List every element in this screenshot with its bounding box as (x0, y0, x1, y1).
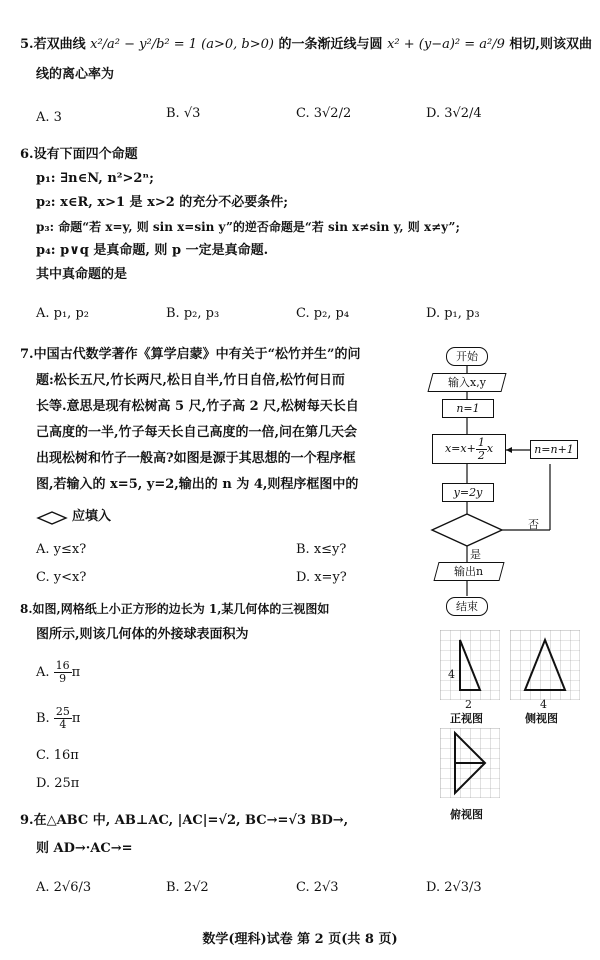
q9-option-a: A. 2√6/3 (36, 880, 92, 895)
q7-option-b: B. x≤y? (296, 542, 347, 557)
q8-line2: 图所示,则该几何体的外接球表面积为 (36, 627, 249, 642)
q8-option-b-den: 4 (59, 718, 67, 731)
flow-half-den: 2 (477, 448, 485, 462)
q5-stem (20, 36, 592, 54)
q8-option-b-num: 25 (55, 705, 70, 718)
diamond-blank-icon (36, 510, 68, 526)
q6-p3: p₃: 命题“若 x=y, 则 sin x=sin y”的逆否命题是“若 sin x≠sin y, 则 x≠y”; (36, 220, 460, 234)
q8-option-c: C. 16π (36, 748, 79, 763)
side-view-caption: 侧视图 (525, 712, 558, 725)
q5-stem-part1: 5.若双曲线 (20, 37, 86, 52)
page-footer: 数学(理科)试卷 第 2 页(共 8 页) (202, 932, 398, 947)
q7-line2: 题:松长五尺,竹长两尺,松日自半,竹日自倍,松竹何日而 (36, 373, 345, 388)
q9-line1: 9.在△ABC 中, AB⊥AC, |AC|=√2, BC→=√3 BD→, (20, 813, 349, 828)
q7-line6: 图,若输入的 x=5, y=2,输出的 n 为 4,则程序框图中的 (36, 477, 359, 492)
flow-no-label: 否 (528, 518, 539, 531)
q6-option-a: A. p₁, p₂ (36, 306, 89, 321)
q5-stem-line2: 线的离心率为 (36, 67, 115, 82)
q5-circle: x² + (y−a)² = a²/9 (387, 37, 505, 52)
front-view-label-2: 2 (465, 698, 472, 711)
q5-option-c: C. 3√2/2 (296, 106, 352, 121)
q8-line1: 8.如图,网格纸上小正方形的边长为 1,某几何体的三视图如 (20, 602, 330, 616)
q6-p4: p₄: p∨q 是真命题, 则 p 一定是真命题. (36, 243, 269, 258)
q9-option-c: C. 2√3 (296, 880, 339, 895)
q8-option-a: A. $\frac{16}{9}$ π (36, 659, 81, 685)
side-view-label-4: 4 (540, 698, 547, 711)
flow-input-label: 输入x,y (448, 376, 486, 389)
q8-option-d: D. 25π (36, 776, 80, 791)
flow-end: 结束 (446, 597, 488, 616)
q8-option-a-den: 9 (59, 672, 67, 685)
q9-option-b: B. 2√2 (166, 880, 209, 895)
front-view-caption: 正视图 (450, 712, 483, 725)
flow-update-x (432, 434, 506, 464)
flow-half-num: 1 (477, 435, 485, 449)
flow-incr: n=n+1 (530, 440, 578, 459)
q7-option-d: D. x=y? (296, 570, 347, 585)
q6-option-d: D. p₁, p₃ (426, 306, 480, 321)
decision-diamond (432, 514, 502, 546)
q6-stem: 6.设有下面四个命题 (20, 147, 138, 162)
flow-input (427, 373, 506, 392)
q5-stem-part2: 的一条渐近线与圆 (278, 37, 383, 52)
flow-output-label: 输出n (454, 565, 484, 578)
flow-half-fraction (476, 437, 487, 462)
q6-p1: p₁: ∃n∈N, n²>2ⁿ; (36, 171, 154, 186)
top-view-caption: 俯视图 (450, 808, 483, 821)
q8-option-b-frac (54, 706, 72, 731)
flow-update-x-label: x=x+ (444, 442, 476, 455)
q5-option-b: B. √3 (166, 106, 201, 121)
q7-line7: 应填入 (72, 509, 112, 524)
flow-update-y: y=2y (442, 483, 494, 502)
flow-update-x-tail: x (486, 442, 494, 455)
flow-start: 开始 (446, 347, 488, 366)
q7-option-a: A. y≤x? (36, 542, 87, 557)
q6-option-b: B. p₂, p₃ (166, 306, 220, 321)
front-view-label-4: 4 (448, 668, 455, 681)
q8-option-b: B. $\frac{25}{4}$ π (36, 705, 81, 731)
q5-option-d: D. 3√2/4 (426, 106, 482, 121)
flow-output (433, 562, 504, 581)
front-view-figure (440, 630, 500, 700)
q5-option-a: A. 3 (36, 110, 62, 125)
q8-option-a-frac (54, 660, 72, 685)
q7-option-c: C. y<x? (36, 570, 87, 585)
q6-p2: p₂: x∈R, x>1 是 x>2 的充分不必要条件; (36, 195, 289, 210)
q7-line1: 7.中国古代数学著作《算学启蒙》中有关于“松竹并生”的问 (20, 347, 361, 362)
q5-stem-part3: 相切,则该双曲 (509, 37, 592, 52)
side-view-figure (510, 630, 580, 700)
flow-init: n=1 (442, 399, 494, 418)
q8-option-a-num: 16 (55, 659, 70, 672)
q9-line2: 则 AD→·AC→= (36, 841, 133, 856)
q5-hyperbola: x²/a² − y²/b² = 1 (a>0, b>0) (90, 37, 274, 52)
q9-option-d: D. 2√3/3 (426, 880, 482, 895)
q7-line3: 长等.意思是现有松树高 5 尺,竹子高 2 尺,松树每天长自 (36, 399, 359, 414)
q6-ask: 其中真命题的是 (36, 267, 128, 282)
top-view-figure (440, 728, 500, 798)
flow-yes-label: 是 (470, 548, 481, 561)
q7-line5: 出现松树和竹子一般高?如图是源于其思想的一个程序框 (36, 451, 356, 466)
q7-line4: 己高度的一半,竹子每天长自己高度的一倍,问在第几天会 (36, 425, 358, 440)
q6-option-c: C. p₂, p₄ (296, 306, 350, 321)
